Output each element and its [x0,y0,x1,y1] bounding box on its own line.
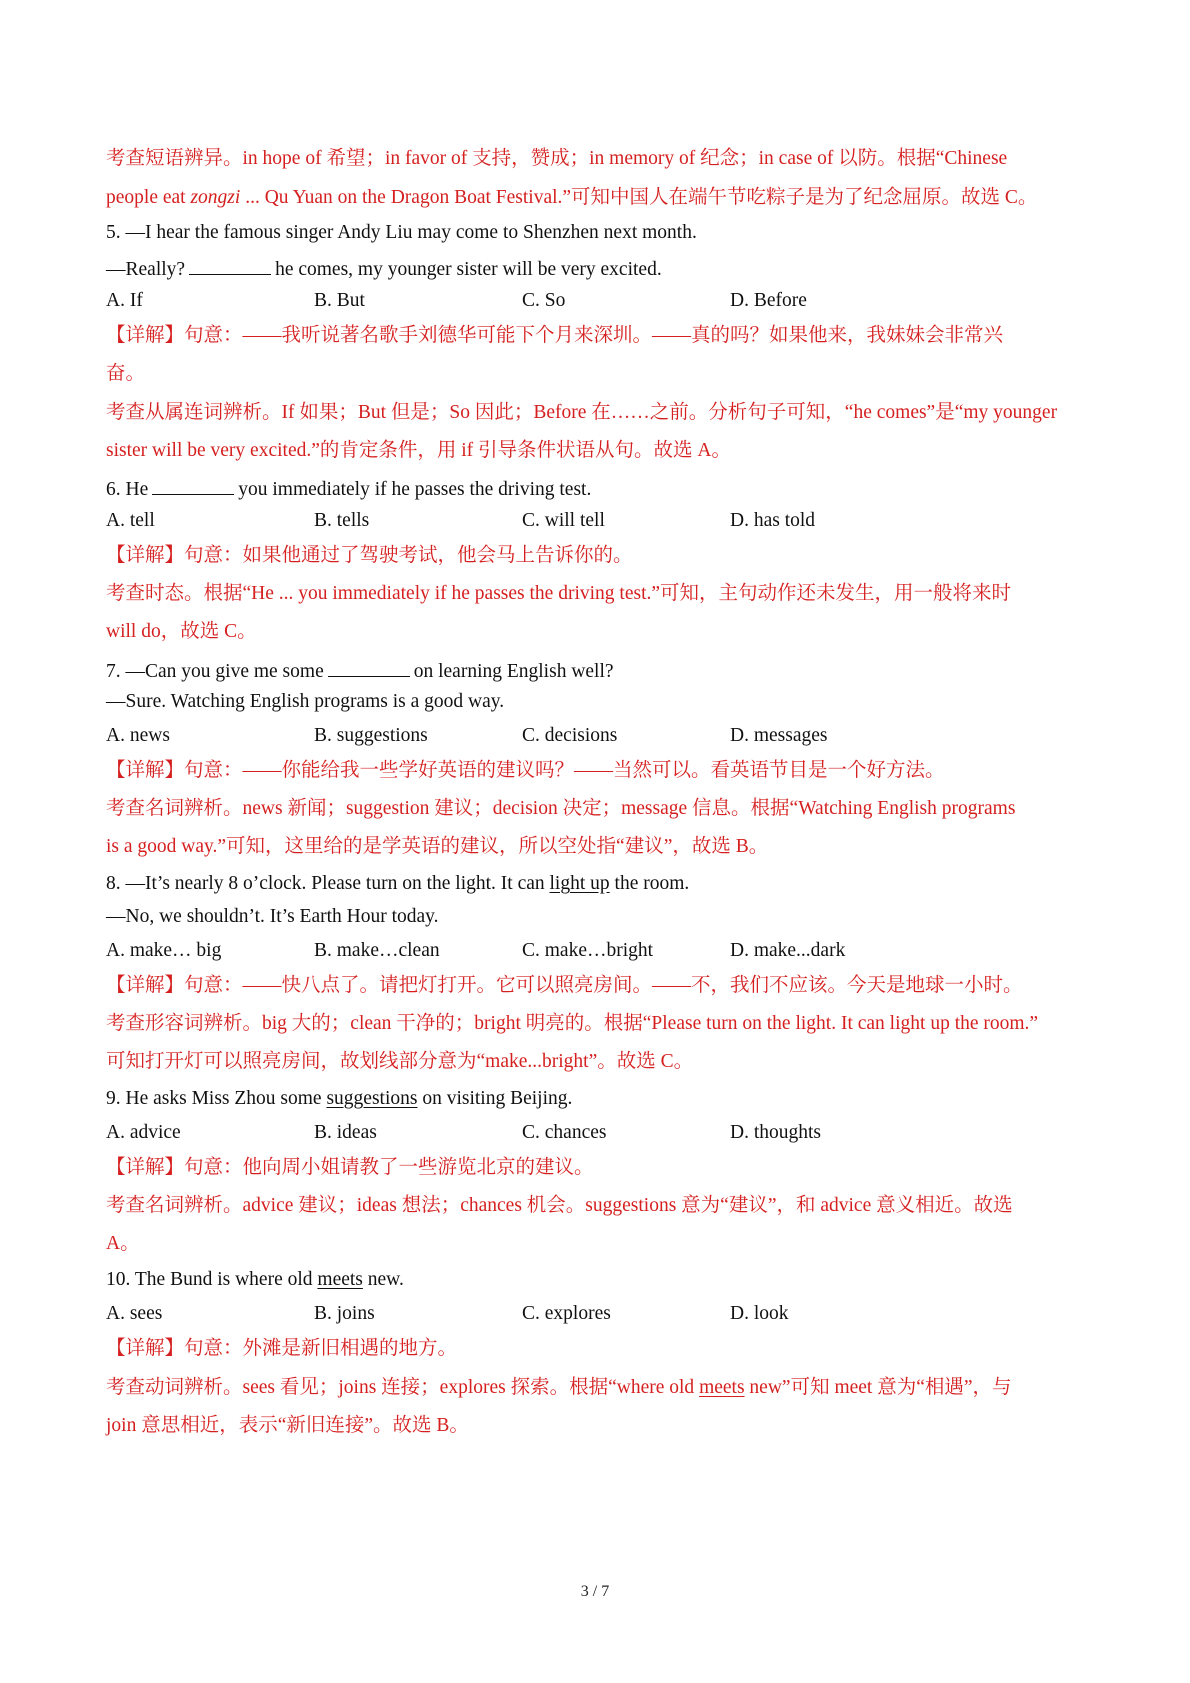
question-8: 8. —It’s nearly 8 o’clock. Please turn on the light. It can light up the room. [106,873,690,894]
answer-blank [328,656,410,677]
explanation-text: 【详解】句意：——你能给我一些学好英语的建议吗？——当然可以。看英语节目是一个好方法。 [106,760,945,781]
explanation-text: will do，故选 C。 [106,621,257,642]
question-8-line2: —No, we shouldn’t. It’s Earth Hour today. [106,906,439,927]
option-d: D. thoughts [730,1122,822,1143]
option-b: B. suggestions [314,725,428,746]
explanation-text: 考查名词辨析。news 新闻；suggestion 建议；decision 决定；message 信息。根据“Watching English programs [106,798,1016,819]
explanation-text: 奋。 [106,363,146,384]
option-b: B. make…clean [314,940,440,961]
explanation-text: is a good way.”可知，这里给的是学英语的建议，所以空处指“建议”，故选 B。 [106,836,769,857]
explanation-text: 【详解】句意：外滩是新旧相遇的地方。 [106,1338,458,1359]
option-c: C. So [522,290,566,311]
option-b: B. tells [314,510,370,531]
option-b: B. ideas [314,1122,377,1143]
question-7-line2: —Sure. Watching English programs is a good way. [106,691,505,712]
explanation-text: 【详解】句意：他向周小姐请教了一些游览北京的建议。 [106,1157,594,1178]
option-c: C. explores [522,1303,611,1324]
option-d: D. has told [730,510,816,531]
answer-blank [189,254,271,275]
option-c: C. chances [522,1122,607,1143]
explanation-text: 【详解】句意：如果他通过了驾驶考试，他会马上告诉你的。 [106,545,633,566]
option-a: A. sees [106,1303,163,1324]
explanation-text: 考查名词辨析。advice 建议；ideas 想法；chances 机会。suggestions 意为“建议”，和 advice 意义相近。故选 [106,1195,1013,1216]
question-5-line2: —Really? he comes, my younger sister will be very excited. [106,254,1086,283]
question-6: 6. He you immediately if he passes the driving test. [106,474,1086,503]
option-d: D. Before [730,290,807,311]
explanation-text: join 意思相近，表示“新旧连接”。故选 B。 [106,1415,469,1436]
option-a: A. If [106,290,143,311]
explanation-text: 【详解】句意：——我听说著名歌手刘德华可能下个月来深圳。——真的吗？如果他来，我妹妹会非常兴 [106,325,1004,346]
explanation-text: people eat zongzi ... Qu Yuan on the Dragon Boat Festival.”可知中国人在端午节吃粽子是为了纪念屈原。故选 C。 [106,187,1038,208]
explanation-text: 考查短语辨异。in hope of 希望；in favor of 支持，赞成；in memory of 纪念；in case of 以防。根据“Chinese [106,148,1008,169]
page-number: 3 / 7 [580,1583,610,1600]
explanation-text: sister will be very excited.”的肯定条件，用 if 引导条件状语从句。故选 A。 [106,440,732,461]
explanation-text: 考查时态。根据“He ... you immediately if he passes the driving test.”可知，主句动作还未发生，用一般将来时 [106,583,1012,604]
option-c: C. make…bright [522,940,654,961]
option-d: D. messages [730,725,828,746]
option-a: A. news [106,725,170,746]
option-c: C. will tell [522,510,605,531]
explanation-text: 【详解】句意：——快八点了。请把灯打开。它可以照亮房间。——不，我们不应该。今天是地球一小时。 [106,975,1023,996]
explanation-text: A。 [106,1233,140,1254]
question-5: 5. —I hear the famous singer Andy Liu may come to Shenzhen next month. [106,222,697,243]
option-a: A. make… big [106,940,222,961]
option-d: D. make...dark [730,940,846,961]
explanation-text: 考查从属连词辨析。If 如果；But 但是；So 因此；Before 在……之前。分析句子可知，“he comes”是“my younger [106,402,1058,423]
question-9: 9. He asks Miss Zhou some suggestions on visiting Beijing. [106,1088,573,1109]
answer-blank [152,474,234,495]
option-a: A. advice [106,1122,181,1143]
question-7: 7. —Can you give me some on learning English well? [106,656,1086,685]
option-a: A. tell [106,510,155,531]
option-b: B. joins [314,1303,375,1324]
option-b: B. But [314,290,365,311]
explanation-text: 考查动词辨析。sees 看见；joins 连接；explores 探索。根据“where old meets new”可知 meet 意为“相遇”，与 [106,1377,1012,1398]
option-d: D. look [730,1303,789,1324]
explanation-text: 考查形容词辨析。big 大的；clean 干净的；bright 明亮的。根据“Please turn on the light. It can light up the room.” [106,1013,1039,1034]
explanation-text: 可知打开灯可以照亮房间，故划线部分意为“make...bright”。故选 C。 [106,1051,694,1072]
option-c: C. decisions [522,725,618,746]
question-10: 10. The Bund is where old meets new. [106,1269,404,1290]
